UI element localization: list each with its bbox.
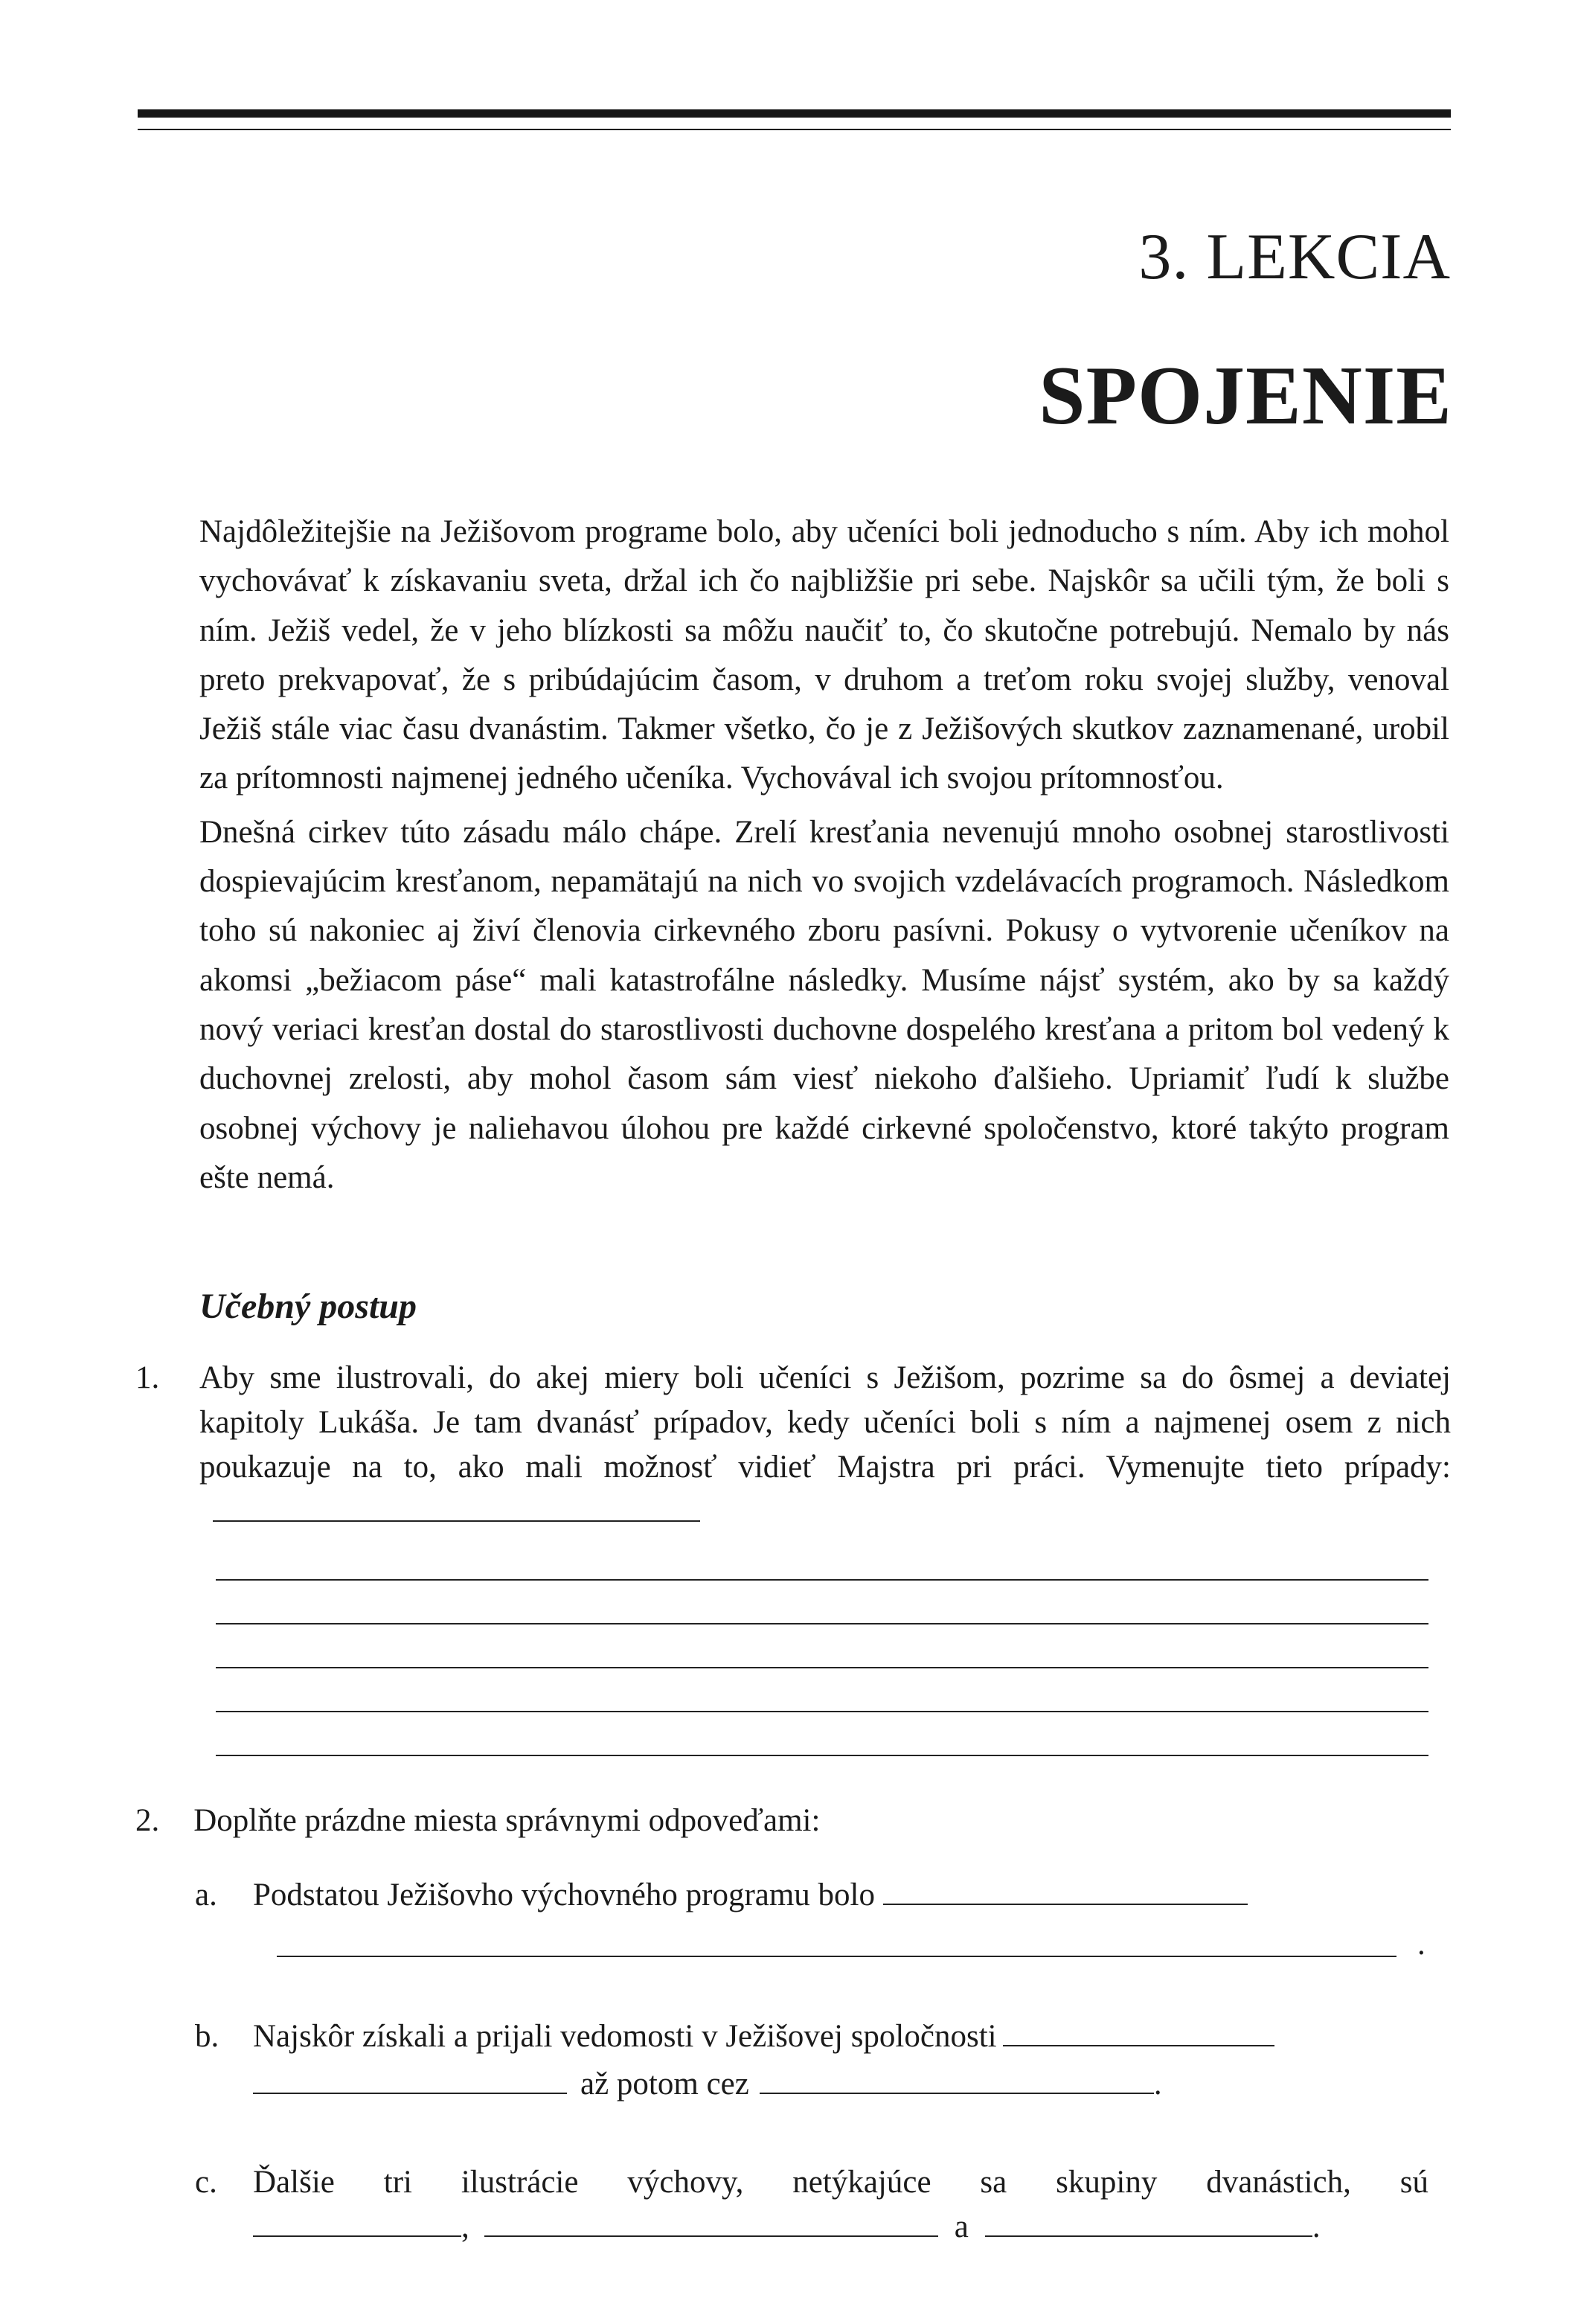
item-c-line2: , a . xyxy=(253,2209,1321,2245)
answer-blank[interactable] xyxy=(253,2235,461,2237)
question-1 xyxy=(135,1356,1451,1534)
item-c-letter: c. xyxy=(195,2165,217,2200)
question-2 xyxy=(135,1802,820,1839)
answer-line[interactable] xyxy=(216,1623,1428,1624)
item-b-text: Najskôr získali a prijali vedomosti v Ježišovej spoločnosti xyxy=(253,2018,1274,2055)
answer-blank[interactable] xyxy=(883,1903,1248,1905)
lesson-number: 3. LEKCIA xyxy=(1138,221,1451,293)
item-a-text: Podstatou Ježišovho výchovného programu bolo xyxy=(253,1877,1248,1913)
answer-line[interactable] xyxy=(216,1755,1428,1756)
item-a-end: . xyxy=(1417,1927,1426,1962)
item-b-line2: až potom cez . xyxy=(253,2066,1162,2102)
top-rule-thin xyxy=(138,129,1451,130)
question-1-text: Aby sme ilustrovali, do akej miery boli učeníci s Ježišom, pozrime sa do ôsmej a deviatej kapitoly Lukáša. Je tam dvanásť prípadov, kedy učeníci boli s ním a najmenej osem z nich poukazuje na to, ako mali možnosť vidieť Majstra pri práci. Vymenujte tieto prípady: xyxy=(199,1356,1451,1534)
lesson-title: SPOJENIE xyxy=(1039,350,1452,442)
section-heading: Učebný postup xyxy=(199,1287,417,1326)
answer-line[interactable] xyxy=(216,1711,1428,1712)
item-c-text: Ďalšie tri ilustrácie výchovy, netýkajúce sa skupiny dvanástich, sú xyxy=(253,2165,1428,2200)
answer-line[interactable] xyxy=(277,1956,1396,1957)
answer-blank[interactable] xyxy=(760,2092,1154,2094)
item-b-letter: b. xyxy=(195,2019,219,2054)
answer-line[interactable] xyxy=(216,1579,1428,1581)
answer-blank[interactable] xyxy=(213,1520,700,1522)
intro-paragraph-1: Najdôležitejšie na Ježišovom programe bolo, aby učeníci boli jednoducho s ním. Aby ich mohol vychovávať k získavaniu sveta, držal ich čo najbližšie pri sebe. Najskôr sa učili tým, že boli s ním. Ježiš vedel, že v jeho blízkosti sa môžu naučiť to, čo skutočne potrebujú. Nemalo by nás preto prekvapovať, že s pribúdajúcim časom, v druhom a treťom roku svojej služby, venoval Ježiš stále viac času dvanástim. Takmer všetko, čo je z Ježišových skutkov zaznamenané, urobil za prítomnosti najmenej jedného učeníka. Vychovával ich svojou prítomnosťou. xyxy=(199,514,1449,796)
intro-text xyxy=(199,508,1449,1203)
item-a-letter: a. xyxy=(195,1878,217,1912)
answer-blank[interactable] xyxy=(484,2235,938,2237)
question-2-text: Doplňte prázdne miesta správnymi odpoveďami: xyxy=(193,1803,821,1838)
question-1-number: 1. xyxy=(135,1360,160,1395)
answer-line[interactable] xyxy=(216,1667,1428,1668)
question-2-number: 2. xyxy=(135,1803,160,1838)
answer-blank[interactable] xyxy=(253,2092,567,2094)
answer-blank[interactable] xyxy=(1003,2044,1274,2046)
answer-blank[interactable] xyxy=(985,2235,1312,2237)
intro-paragraph-2: Dnešná cirkev túto zásadu málo chápe. Zrelí kresťania nevenujú mnoho osobnej starostlivosti dospievajúcim kresťanom, nepamätajú na nich vo svojich vzdelávacích programoch. Následkom toho sú nakoniec aj živí členovia cirkevného zboru pasívni. Pokusy o vytvorenie učeníkov na akomsi „bežiacom páse“ mali katastrofálne následky. Musíme nájsť systém, ako by sa každý nový veriaci kresťan dostal do starostlivosti duchovne dospelého kresťana a pritom bol vedený k duchovnej zrelosti, aby mohol časom sám viesť niekoho ďalšieho. Upriamiť ľudí k službe osobnej výchovy je naliehavou úlohou pre každé cirkevné spoločenstvo, ktoré takýto program ešte nemá. xyxy=(199,814,1449,1195)
top-rule-thick xyxy=(138,109,1451,118)
